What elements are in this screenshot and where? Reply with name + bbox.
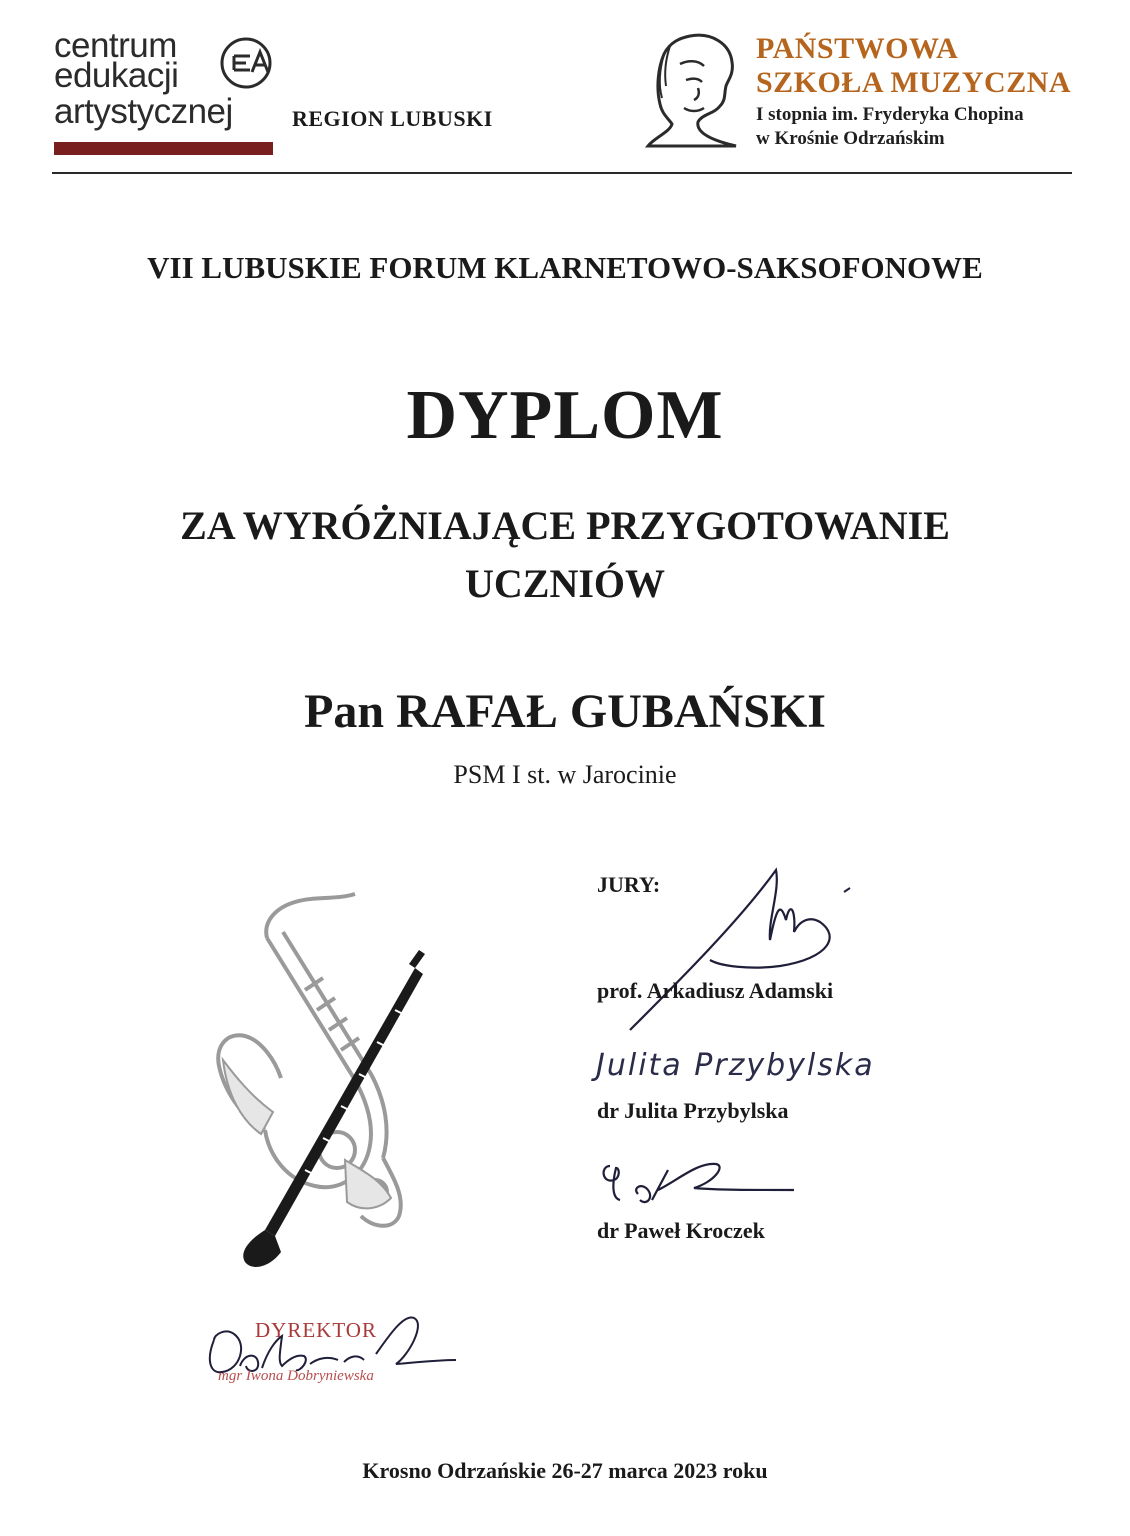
jury-label: JURY: xyxy=(597,872,661,897)
psm-name-line2: SZKOŁA MUZYCZNA xyxy=(756,66,1072,99)
handwritten-signature: Julita Przybylska xyxy=(596,1048,875,1083)
director-title: DYREKTOR xyxy=(255,1318,377,1342)
cea-logo-line3: artystycznej xyxy=(54,92,233,131)
director-name: mgr Iwona Dobryniewska xyxy=(218,1368,374,1384)
recipient-name: Pan RAFAŁ GUBAŃSKI xyxy=(304,685,826,738)
recipient-school: PSM I st. w Jarocinie xyxy=(453,760,677,789)
cea-color-bar xyxy=(54,142,273,155)
event-title: VII LUBUSKIE FORUM KLARNETOWO-SAKSOFONOWE xyxy=(147,250,983,285)
diploma-heading: DYPLOM xyxy=(406,377,724,454)
psm-name-line4: w Krośnie Odrzańskim xyxy=(756,128,945,149)
signature-icon xyxy=(600,860,860,1040)
diploma-subtitle-line1: ZA WYRÓŻNIAJĄCE PRZYGOTOWANIE xyxy=(180,503,950,548)
jury-member-name: dr Paweł Kroczek xyxy=(597,1218,765,1243)
header-divider xyxy=(52,172,1072,174)
diploma-subtitle-line2: UCZNIÓW xyxy=(464,561,666,606)
cea-logo-line1: centrum xyxy=(54,26,177,65)
cea-monogram-icon xyxy=(216,32,276,94)
saxophone-clarinet-icon xyxy=(205,880,445,1280)
place-date: Krosno Odrzańskie 26-27 marca 2023 roku xyxy=(362,1458,768,1483)
chopin-portrait-icon xyxy=(640,28,752,152)
signature-icon xyxy=(598,1154,808,1214)
cea-logo-line2: edukacji xyxy=(54,56,179,95)
psm-name-line3: I stopnia im. Fryderyka Chopina xyxy=(756,104,1024,125)
region-label: REGION LUBUSKI xyxy=(292,106,493,131)
jury-member-name: dr Julita Przybylska xyxy=(597,1098,789,1123)
jury-member-name: prof. Arkadiusz Adamski xyxy=(597,978,834,1003)
psm-name-line1: PAŃSTWOWA xyxy=(756,32,959,65)
